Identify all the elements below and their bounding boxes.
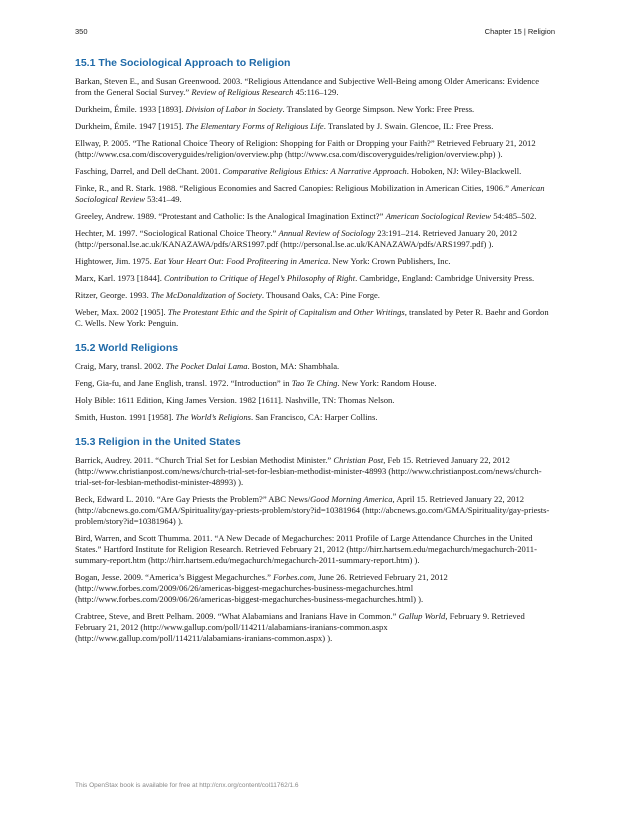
- reference-entry: [75, 166, 555, 177]
- reference-italic-title: The McDonaldization of Society: [150, 290, 262, 300]
- reference-text: Bogan, Jesse. 2009. “America’s Biggest Megachurches.”: [75, 572, 274, 582]
- page-header: [75, 27, 555, 39]
- reference-entry: [75, 273, 555, 284]
- reference-text: Weber, Max. 2002 [1905].: [75, 307, 168, 317]
- reference-text: Holy Bible: 1611 Edition, King James Version. 1982 [1611]. Nashville, TN: Thomas Nelson.: [75, 395, 395, 405]
- reference-italic-title: Comparative Religious Ethics: A Narrative Approach: [222, 166, 407, 176]
- reference-italic-title: The Pocket Dalai Lama: [165, 361, 248, 371]
- reference-text: 45:116–129.: [293, 87, 339, 97]
- reference-text: , February 9. Retrieved February 21, 2012 (http://www.gallup.com/poll/114211/alabamians-iranians-common.aspx (http://www.gallup.com/poll/114211/alabamians-iranians-common.aspx) ).: [75, 611, 525, 643]
- reference-text: Beck, Edward L. 2010. “Are Gay Priests the Problem?” ABC News/: [75, 494, 311, 504]
- reference-entry: [75, 256, 555, 267]
- reference-italic-title: American Sociological Review: [75, 183, 545, 204]
- references-content: [75, 56, 555, 656]
- reference-text: , June 26. Retrieved February 21, 2012 (http://www.forbes.com/2009/06/26/americas-biggest-megachurches-business-megachurches.html (http://www.forbes.com/2009/06/26/americas-biggest-megachurches-business-megachurches.html) ).: [75, 572, 448, 604]
- reference-text: Barrick, Audrey. 2011. “Church Trial Set for Lesbian Methodist Minister.”: [75, 455, 334, 465]
- reference-text: Barkan, Steven E., and Susan Greenwood. 2003. “Religious Attendance and Subjective Well-Being among Older Americans: Evidence from the General Social Survey.”: [75, 76, 540, 97]
- reference-text: Durkheim, Émile. 1933 [1893].: [75, 104, 186, 114]
- reference-entry: [75, 307, 555, 329]
- reference-text: . Thousand Oaks, CA: Pine Forge.: [261, 290, 380, 300]
- reference-text: . New York: Random House.: [337, 378, 437, 388]
- reference-section: [75, 435, 555, 644]
- reference-italic-title: Christian Post: [333, 455, 384, 465]
- reference-italic-title: Tao Te Ching: [291, 378, 338, 388]
- reference-entry: [75, 533, 555, 566]
- reference-text: Hightower, Jim. 1975.: [75, 256, 154, 266]
- reference-text: Greeley, Andrew. 1989. “Protestant and Catholic: Is the Analogical Imagination Extinct?”: [75, 211, 386, 221]
- reference-entry: [75, 290, 555, 301]
- reference-entry: [75, 183, 555, 205]
- section-heading: 15.1 The Sociological Approach to Religion: [75, 57, 291, 69]
- reference-italic-title: Contribution to Critique of Hegel’s Philosophy of Right: [164, 273, 356, 283]
- reference-text: Ellway, P. 2005. “The Rational Choice Theory of Religion: Shopping for Faith or Dropping your Faith?” Retrieved February 21, 2012 (http://www.csa.com/discoveryguides/religion/overview.php (http://www.csa.com/discoveryguides/religion/overview.php) ).: [75, 138, 536, 159]
- reference-text: , April 15. Retrieved January 22, 2012 (http://abcnews.go.com/GMA/Spirituality/gay-priests-problem/story?id=10381964 (http://abcnews.go.com/GMA/Spirituality/gay-priests-problem/story?id=10381964) ).: [75, 494, 550, 526]
- page-footer: This OpenStax book is available for free at http://cnx.org/content/col11762/1.6: [75, 782, 299, 789]
- reference-text: Crabtree, Steve, and Brett Pelham. 2009. “What Alabamians and Iranians Have in Common.”: [75, 611, 399, 621]
- reference-entry: [75, 76, 555, 98]
- reference-entry: [75, 138, 555, 160]
- reference-text: . New York: Crown Publishers, Inc.: [328, 256, 451, 266]
- reference-italic-title: Good Morning America: [310, 494, 393, 504]
- reference-text: , translated by Peter R. Baehr and Gordon C. Wells. New York: Penguin.: [75, 307, 549, 328]
- reference-entry: [75, 412, 555, 423]
- reference-text: 23:191–214. Retrieved January 20, 2012 (http://personal.lse.ac.uk/KANAZAWA/pdfs/ARS1997.pdf (http://personal.lse.ac.uk/KANAZAWA/pdfs/ARS1997.pdf) ).: [75, 228, 518, 249]
- page-number: 350: [75, 27, 88, 36]
- reference-text: . San Francisco, CA: Harper Collins.: [250, 412, 378, 422]
- reference-entry: [75, 211, 555, 222]
- reference-italic-title: The Elementary Forms of Religious Life: [185, 121, 324, 131]
- reference-text: Smith, Huston. 1991 [1958].: [75, 412, 176, 422]
- reference-text: Finke, R., and R. Stark. 1988. “Religious Economies and Sacred Canopies: Religious Mobilization in American Cities, 1906.”: [75, 183, 512, 193]
- reference-text: Fasching, Darrel, and Dell deChant. 2001.: [75, 166, 223, 176]
- reference-italic-title: Division of Labor in Society: [185, 104, 283, 114]
- reference-text: 53:41–49.: [144, 194, 182, 204]
- reference-entry: [75, 104, 555, 115]
- reference-text: Bird, Warren, and Scott Thumma. 2011. “A New Decade of Megachurches: 2011 Profile of Large Attendance Churches in the United States.” Hartford Institute for Religion Research. Retrieved February 21, 2012 (http://hirr.hartsem.edu/megachurch/megachurch-2011-summary-report.htm (http://hirr.hartsem.edu/megachurch/megachurch-2011-summary-report.htm) ).: [75, 533, 537, 565]
- section-heading: 15.3 Religion in the United States: [75, 436, 241, 448]
- reference-italic-title: Annual Review of Sociology: [278, 228, 376, 238]
- reference-entry: [75, 361, 555, 372]
- reference-entry: [75, 494, 555, 527]
- reference-entry: [75, 572, 555, 605]
- reference-text: Ritzer, George. 1993.: [75, 290, 151, 300]
- reference-italic-title: The World’s Religions: [175, 412, 251, 422]
- reference-text: . Cambridge, England: Cambridge University Press.: [355, 273, 535, 283]
- reference-text: Marx, Karl. 1973 [1844].: [75, 273, 165, 283]
- reference-italic-title: American Sociological Review: [385, 211, 492, 221]
- reference-entry: [75, 611, 555, 644]
- reference-text: Hechter, M. 1997. “Sociological Rational Choice Theory.”: [75, 228, 279, 238]
- reference-text: Craig, Mary, transl. 2002.: [75, 361, 166, 371]
- reference-text: 54:485–502.: [491, 211, 537, 221]
- reference-text: . Boston, MA: Shambhala.: [247, 361, 340, 371]
- reference-entry: [75, 395, 555, 406]
- reference-text: . Hoboken, NJ: Wiley-Blackwell.: [406, 166, 522, 176]
- chapter-title: Chapter 15 | Religion: [484, 27, 555, 36]
- reference-text: Feng, Gia-fu, and Jane English, transl. 1972. “Introduction” in: [75, 378, 292, 388]
- reference-text: . Translated by J. Swain. Glencoe, IL: Free Press.: [323, 121, 494, 131]
- reference-entry: [75, 228, 555, 250]
- reference-entry: [75, 121, 555, 132]
- reference-italic-title: The Protestant Ethic and the Spirit of Capitalism and Other Writings: [167, 307, 405, 317]
- reference-italic-title: Forbes.com: [273, 572, 314, 582]
- reference-text: Durkheim, Émile. 1947 [1915].: [75, 121, 186, 131]
- reference-entry: [75, 455, 555, 488]
- reference-italic-title: Gallup World: [398, 611, 446, 621]
- reference-italic-title: Review of Religious Research: [191, 87, 294, 97]
- reference-entry: [75, 378, 555, 389]
- reference-text: , Feb 15. Retrieved January 22, 2012 (http://www.christianpost.com/news/church-trial-set-for-lesbian-methodist-minister-48993 (http://www.christianpost.com/news/church-trial-set-for-lesbian-methodist-minister-48993) ).: [75, 455, 542, 487]
- reference-italic-title: Eat Your Heart Out: Food Profiteering in America: [153, 256, 329, 266]
- reference-text: . Translated by George Simpson. New York: Free Press.: [282, 104, 475, 114]
- reference-section: [75, 341, 555, 423]
- reference-section: [75, 56, 555, 329]
- section-heading: 15.2 World Religions: [75, 342, 179, 354]
